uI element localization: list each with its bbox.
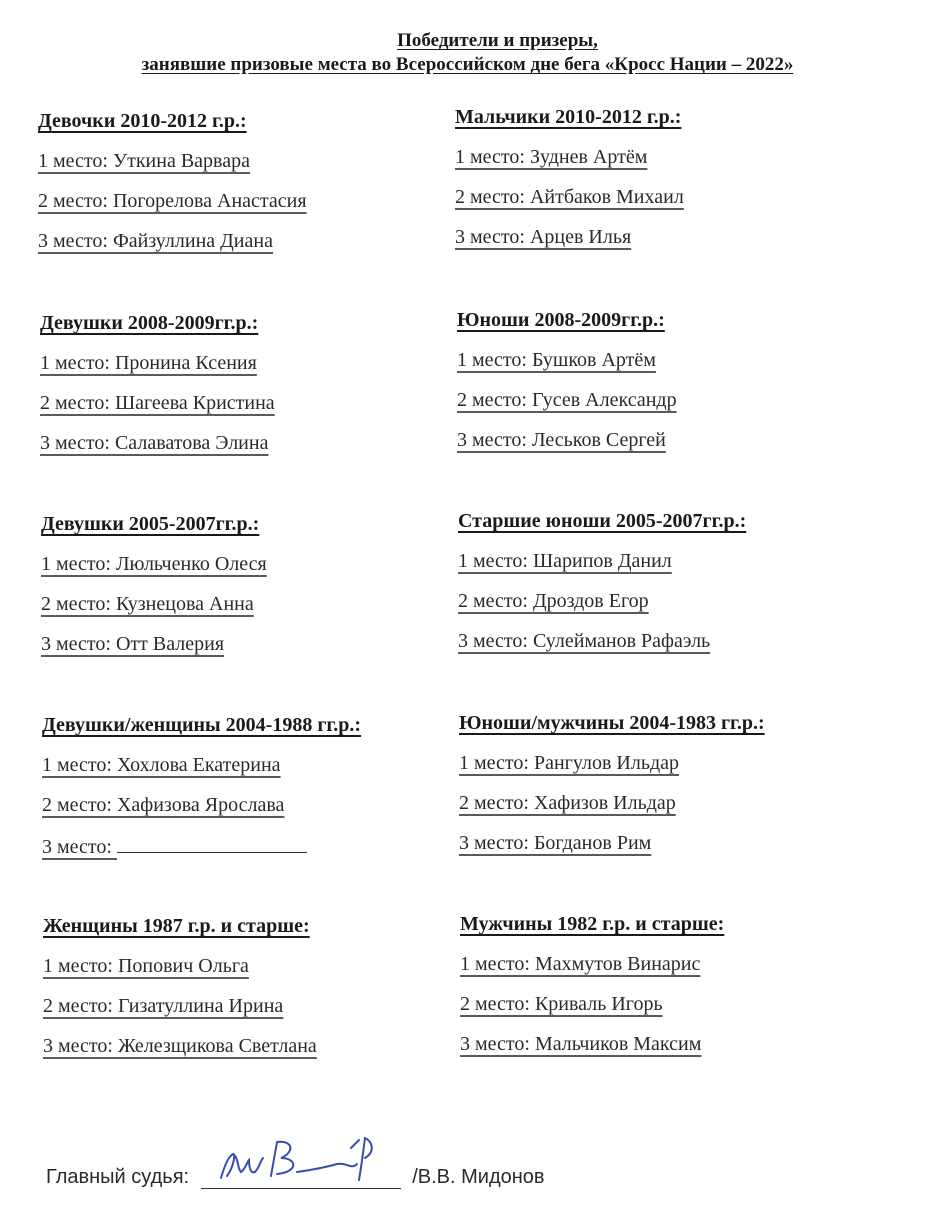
document-subtitle: занявшие призовые места во Всероссийском дне бега «Кросс Нации – 2022» <box>141 54 794 75</box>
place-entry: 3 место: Файзуллина Диана <box>38 230 273 252</box>
group-boys-2010-2012 <box>455 106 885 256</box>
place-label: 3 место: <box>42 836 112 858</box>
group-heading: Старшие юноши 2005-2007гг.р.: <box>458 510 747 532</box>
place-entry: 2 место: Криваль Игорь <box>460 993 663 1015</box>
group-women-1987-older <box>43 915 473 1065</box>
place-entry-blank <box>42 834 472 864</box>
place-entry: 1 место: Рангулов Ильдар <box>459 752 679 774</box>
place-entry: 1 место: Пронина Ксения <box>40 352 257 374</box>
place-entry: 2 место: Айтбаков Михаил <box>455 186 684 208</box>
place-entry: 1 место: Люльченко Олеся <box>41 553 267 575</box>
place-entry: 1 место: Уткина Варвара <box>38 150 250 172</box>
group-heading: Юноши/мужчины 2004-1983 гг.р.: <box>459 712 765 734</box>
place-entry: 2 место: Дроздов Егор <box>458 590 649 612</box>
place-entry: 2 место: Гизатуллина Ирина <box>43 995 284 1017</box>
group-heading: Девушки/женщины 2004-1988 гг.р.: <box>42 714 362 736</box>
group-heading: Мужчины 1982 г.р. и старше: <box>460 913 725 935</box>
group-girls-2005-2007 <box>41 513 471 663</box>
signature-image <box>215 1134 395 1190</box>
place-entry: 1 место: Махмутов Винарис <box>460 953 701 975</box>
chief-judge-line <box>46 1164 545 1189</box>
place-entry: 3 место: Сулейманов Рафаэль <box>458 630 711 652</box>
blank-line <box>117 834 307 853</box>
chief-judge-name: /В.В. Мидонов <box>412 1166 545 1188</box>
place-entry: 3 место: Леськов Сергей <box>457 429 666 451</box>
place-entry: 1 место: Попович Ольга <box>43 955 249 977</box>
place-entry: 1 место: Бушков Артём <box>457 349 656 371</box>
place-entry: 2 место: Хафизова Ярослава <box>42 794 285 816</box>
place-entry: 2 место: Шагеева Кристина <box>40 392 275 414</box>
group-boys-2008-2009 <box>457 309 887 459</box>
place-entry: 1 место: Хохлова Екатерина <box>42 754 281 776</box>
group-men-2004-1983 <box>459 712 889 862</box>
place-entry: 3 место: Отт Валерия <box>41 633 225 655</box>
group-girls-2008-2009 <box>40 312 470 462</box>
place-entry: 2 место: Хафизов Ильдар <box>459 792 676 814</box>
chief-judge-label: Главный судья: <box>46 1166 190 1188</box>
place-entry: 3 место: Богданов Рим <box>459 832 652 854</box>
group-heading: Девушки 2008-2009гг.р.: <box>40 312 259 334</box>
group-men-1982-older <box>460 913 890 1063</box>
group-heading: Юноши 2008-2009гг.р.: <box>457 309 665 331</box>
place-entry: 3 место: Мальчиков Максим <box>460 1033 702 1055</box>
group-girls-2010-2012 <box>38 110 468 260</box>
place-entry: 3 место: Арцев Илья <box>455 226 632 248</box>
group-heading: Женщины 1987 г.р. и старше: <box>43 915 310 937</box>
signature-line <box>201 1164 401 1189</box>
group-heading: Девушки 2005-2007гг.р.: <box>41 513 260 535</box>
group-heading: Девочки 2010-2012 г.р.: <box>38 110 247 132</box>
place-entry: 3 место: Салаватова Элина <box>40 432 269 454</box>
group-heading: Мальчики 2010-2012 г.р.: <box>455 106 682 128</box>
place-entry: 2 место: Гусев Александр <box>457 389 677 411</box>
place-entry: 3 место: Железщикова Светлана <box>43 1035 317 1057</box>
place-entry: 1 место: Шарипов Данил <box>458 550 672 572</box>
place-entry: 2 место: Погорелова Анастасия <box>38 190 307 212</box>
group-women-2004-1988 <box>42 714 472 864</box>
group-senior-boys-2005-2007 <box>458 510 888 660</box>
document-title: Победители и призеры, <box>397 30 598 51</box>
place-entry: 2 место: Кузнецова Анна <box>41 593 254 615</box>
place-entry: 1 место: Зуднев Артём <box>455 146 648 168</box>
